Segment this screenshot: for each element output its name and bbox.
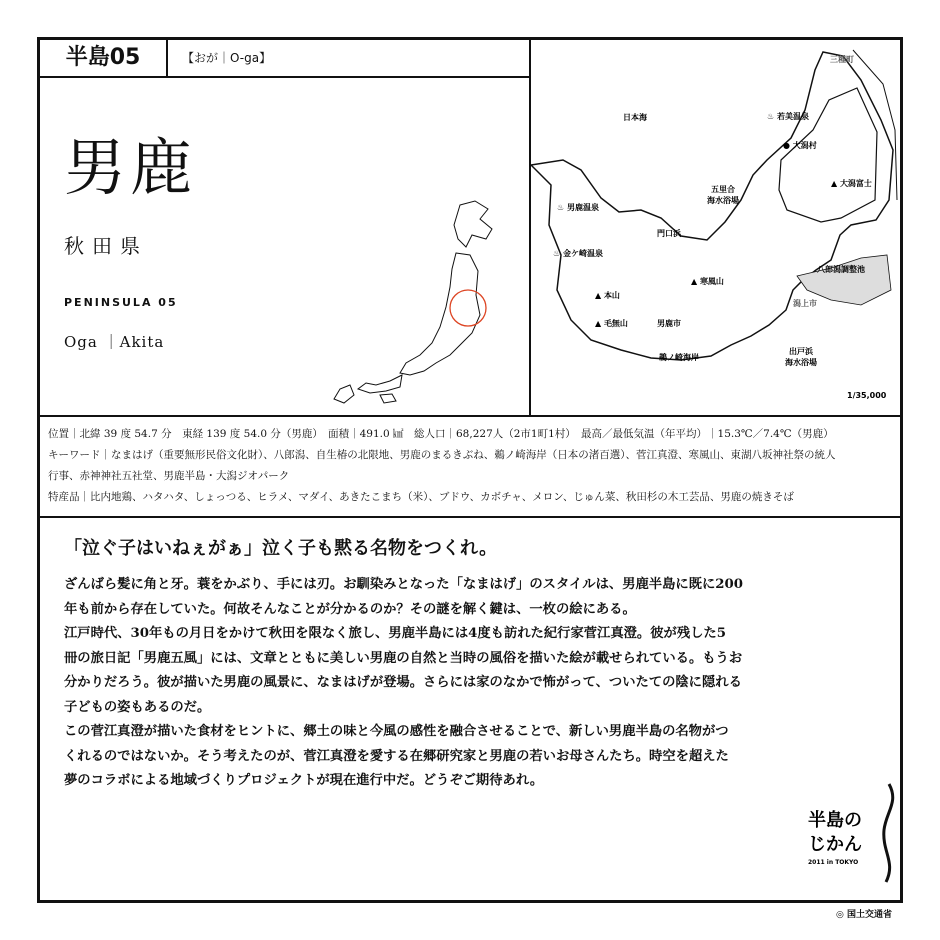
map-label: 海水浴場 [785, 358, 817, 367]
reading: 【おが｜O-ga】 [182, 51, 272, 65]
map-label: 八郎潟調整池 [817, 265, 865, 274]
map-label: ♨ 若美温泉 [767, 112, 809, 121]
peninsula-number: 半島05 [40, 40, 168, 76]
svg-text:半島の: 半島の [808, 810, 862, 831]
map-label: 海水浴場 [707, 196, 739, 205]
map-label: ● 大潟村 [783, 141, 817, 150]
map-label: ▲ 大潟富士 [831, 179, 872, 188]
info-row: 行事、赤神神社五社堂、男鹿半島・大潟ジオパーク [48, 470, 290, 482]
info-row: 位置｜北緯 39 度 54.7 分 東経 139 度 54.0 分（男鹿） 面積｜491.0 ㎢ 総人口｜68,227人（2市1町1村） 最高／最低気温（年平均）｜15.3℃／7.4℃（男鹿） [48, 428, 834, 440]
info-table [48, 424, 836, 508]
map-label: 五里合 [711, 185, 735, 194]
map-label: ♨ 男鹿温泉 [557, 203, 599, 212]
hanto-no-jikan-logo [794, 782, 904, 892]
headline: 「泣ぐ子はいねぇがぁ」泣く子も黙る名物をつくれ。 [64, 538, 498, 559]
body-line: 子どもの姿もあるのだ。 [64, 699, 211, 715]
peninsula-label: PENINSULA 05 [64, 296, 178, 309]
body-line: 冊の旅日記「男鹿五風」には、文章とともに美しい男鹿の自然と当時の風俗を描いた絵が載せられている。もうお [64, 650, 743, 666]
japan-map-icon [310, 195, 520, 405]
map-label: ▲ 本山 [595, 291, 620, 300]
ministry-icon: ◎ [836, 910, 844, 920]
body-line: 分かりだろう。彼が描いた男鹿の風景に、なまはげが登場。さらには家のなかで怖がって、ついたての陰に隠れる [64, 675, 742, 690]
map-label: 男鹿市 [657, 319, 681, 328]
body-line: くれるのではないか。そう考えたのが、菅江真澄を愛する在郷研究家と男鹿の若いお母さんたち。時空を超えた [64, 748, 729, 764]
body-line: 江戸時代、30年もの月日をかけて秋田を限なく旅し、男鹿半島には4度も訪れた紀行家菅江真澄。彼が残した5 [64, 626, 726, 641]
romaji-name: Oga ｜Akita [64, 333, 165, 351]
info-row: キーワード｜なまはげ（重要無形民俗文化財）、八郎潟、自生椿の北限地、男鹿のまるきぶね、鵜ノ崎海岸（日本の渚百選）、菅江真澄、寒風山、東湖八坂神社祭の統人 [48, 449, 836, 461]
svg-text:じかん: じかん [808, 834, 862, 855]
map-label: ▲ 寒風山 [691, 277, 724, 286]
page-title: 男鹿 [64, 131, 197, 204]
body-line: 年も前から存在していた。何故そんなことが分かるのか？その謎を解く鍵は、一枚の絵にある。 [64, 601, 636, 617]
body-line: 夢のコラボによる地域づくりプロジェクトが現在進行中だ。どうぞご期待あれ。 [64, 773, 544, 788]
body-line: ざんばら髪に角と牙。蓑をかぶり、手には刃。お馴染みとなった「なまはげ」のスタイルは、男鹿半島に既に200 [64, 577, 744, 592]
ministry-name: 国土交通省 [847, 910, 893, 920]
divider-horizontal [40, 516, 900, 518]
map-label: 鵜ノ崎海岸 [659, 353, 699, 362]
body-line: この菅江真澄が描いた食材をヒントに、郷土の味と今風の感性を融合させることで、新しい男鹿半島の名物がつ [64, 724, 729, 739]
card-frame [37, 37, 903, 903]
map-label: ▲ 毛無山 [595, 319, 628, 328]
map-label: ♨ 金ケ崎温泉 [553, 249, 603, 258]
info-row: 特産品｜比内地鶏、ハタハタ、しょっつる、ヒラメ、マダイ、あきたこまち（米）、ブドウ、カボチャ、メロン、じゅん菜、秋田杉の木工芸品、男鹿の焼きそば [48, 491, 794, 503]
map-label: 門口浜 [657, 229, 681, 238]
map-label: 潟上市 [793, 299, 817, 308]
map-scale: 1/35,000 [847, 391, 887, 400]
divider-horizontal [40, 415, 900, 417]
map-label: 日本海 [623, 113, 647, 122]
body-text [64, 573, 884, 794]
header-strip [40, 40, 529, 78]
prefecture: 秋田県 [64, 234, 148, 258]
map-label: 出戸浜 [789, 347, 813, 356]
map-label: 三種町 [830, 55, 854, 64]
ministry-logo [836, 907, 892, 920]
svg-text:2011 in TOKYO: 2011 in TOKYO [808, 859, 859, 866]
oga-area-map [531, 40, 900, 415]
